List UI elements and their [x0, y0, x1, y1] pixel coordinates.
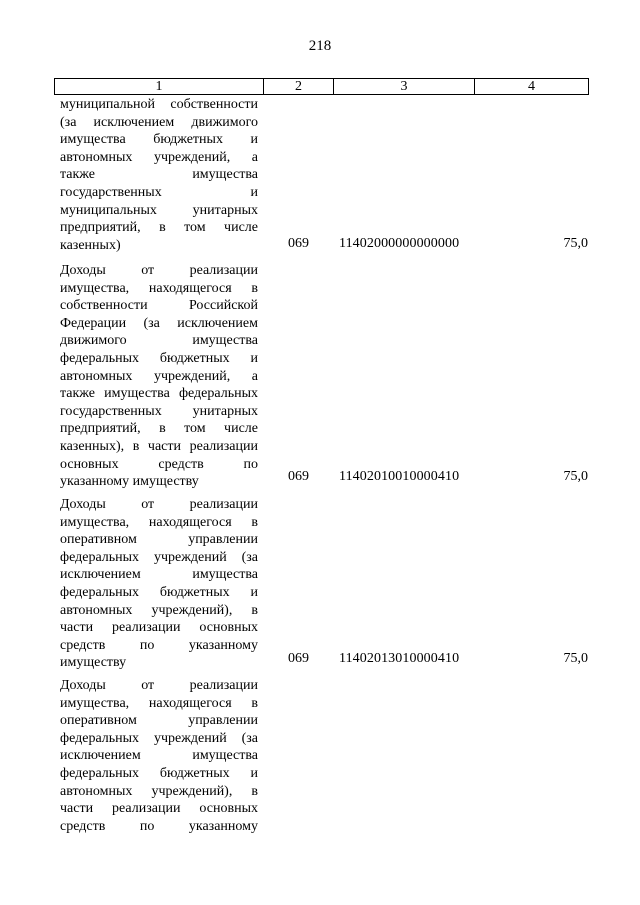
description-line: федеральных бюджетных и: [60, 765, 258, 781]
description-line: собственности Российской: [60, 298, 258, 314]
description-line: имуществу: [60, 655, 127, 671]
description-line: муниципальной собственности: [60, 97, 258, 112]
description-line: оперативном управлении: [60, 713, 258, 729]
description-line: федеральных учреждений (за: [60, 549, 258, 565]
column-header-4: 4: [528, 79, 535, 94]
row-code: 069: [288, 651, 309, 666]
description-line: также имущества: [60, 167, 258, 183]
description-line: автономных учреждений), в: [60, 602, 258, 618]
description-line: автономных учреждений), в: [60, 783, 258, 799]
description-line: движимого имущества: [60, 333, 258, 349]
description-line: средств по указанному: [60, 637, 258, 653]
description-line: части реализации основных: [60, 620, 258, 636]
row-kbk: 11402000000000000: [339, 236, 460, 251]
row-code: 069: [288, 236, 309, 251]
description-line: указанному имуществу: [60, 474, 199, 490]
description-line: федеральных бюджетных и: [60, 584, 258, 600]
row-description: [60, 96, 258, 254]
row-description: [60, 262, 258, 491]
row-amount: 75,0: [563, 236, 588, 251]
description-line: автономных учреждений, а: [60, 368, 258, 384]
description-line: федеральных бюджетных и: [60, 350, 258, 366]
description-line: также имущества федеральных: [60, 386, 258, 402]
description-line: Доходы от реализации: [60, 678, 258, 693]
description-line: муниципальных унитарных: [60, 202, 258, 218]
description-line: части реализации основных: [60, 801, 258, 817]
description-line: имущества, находящегося в: [60, 514, 258, 530]
row-kbk: 11402013010000410: [339, 651, 460, 666]
row-kbk: 11402010010000410: [339, 469, 460, 484]
description-line: предприятий, в том числе: [60, 220, 258, 236]
description-line: (за исключением движимого: [60, 114, 258, 130]
description-line: казенных), в части реализации: [60, 438, 258, 454]
description-line: исключением имущества: [60, 567, 258, 583]
column-header-3: 3: [334, 79, 475, 94]
row-description: [60, 496, 258, 672]
page-number: 218: [308, 38, 332, 54]
description-line: предприятий, в том числе: [60, 421, 258, 437]
description-line: имущества, находящегося в: [60, 695, 258, 711]
row-amount: 75,0: [563, 651, 588, 666]
description-line: имущества, находящегося в: [60, 280, 258, 296]
description-line: средств по указанному: [60, 818, 258, 834]
description-line: Доходы от реализации: [60, 497, 258, 512]
description-line: основных средств по: [60, 456, 258, 472]
description-line: имущества бюджетных и: [60, 132, 258, 148]
row-code: 069: [288, 469, 309, 484]
description-line: оперативном управлении: [60, 532, 258, 548]
row-description: [60, 677, 258, 835]
description-line: исключением имущества: [60, 748, 258, 764]
column-header-2: 2: [264, 79, 334, 94]
description-line: федеральных учреждений (за: [60, 730, 258, 746]
description-line: государственных и: [60, 184, 258, 200]
description-line: Федерации (за исключением: [60, 315, 258, 331]
description-line: государственных унитарных: [60, 403, 258, 419]
description-line: Доходы от реализации: [60, 263, 258, 278]
row-amount: 75,0: [563, 469, 588, 484]
description-line: казенных): [60, 237, 121, 253]
table-header: [54, 78, 589, 95]
description-line: автономных учреждений, а: [60, 149, 258, 165]
column-header-1: 1: [55, 79, 264, 94]
